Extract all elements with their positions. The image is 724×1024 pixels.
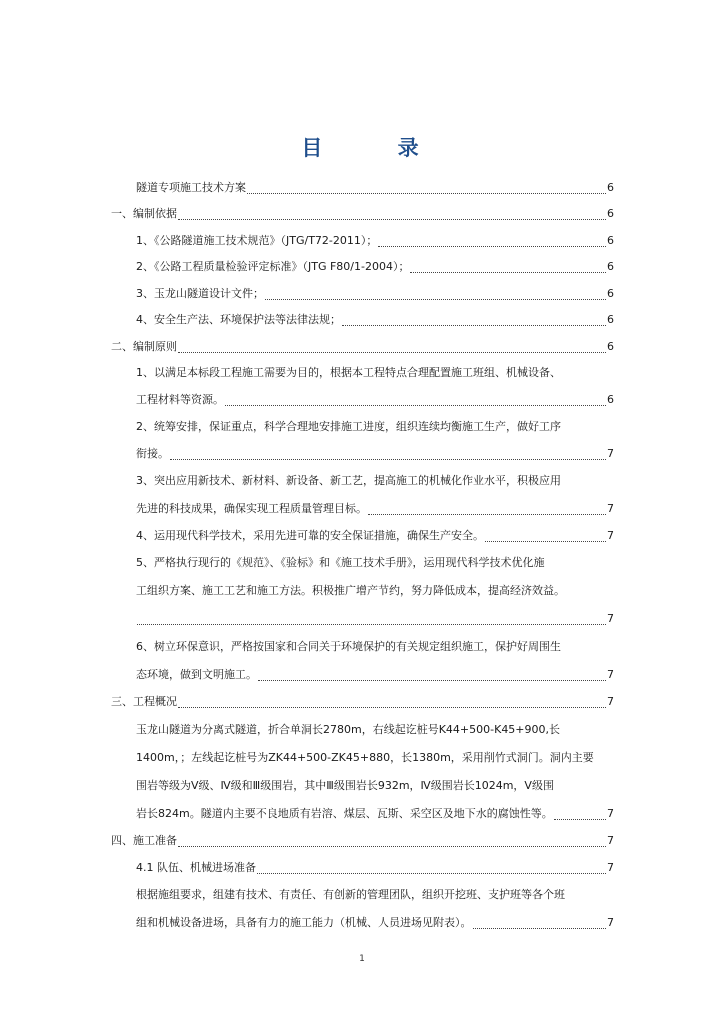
toc-entry[interactable] bbox=[136, 668, 614, 682]
toc-entry-text: 二、编制原则 bbox=[111, 340, 177, 353]
leader-dots bbox=[225, 396, 606, 406]
toc-entry[interactable] bbox=[136, 447, 614, 461]
toc-entry-text: 2、《公路工程质量检验评定标准》（JTG F80/1-2004）； bbox=[136, 260, 410, 273]
toc-entry[interactable] bbox=[111, 695, 614, 709]
toc-entry-text: 1、《公路隧道施工技术规范》（JTG/T72-2011）； bbox=[136, 234, 378, 247]
toc-entry[interactable] bbox=[136, 287, 614, 301]
toc-page-number: 7 bbox=[607, 916, 614, 929]
toc-entry[interactable] bbox=[136, 313, 614, 327]
toc-page-number: 6 bbox=[607, 234, 614, 247]
toc-entry-text: 4.1 队伍、机械进场准备 bbox=[136, 861, 256, 874]
toc-entry[interactable] bbox=[136, 861, 614, 875]
leader-dots bbox=[378, 237, 606, 247]
leader-dots bbox=[178, 343, 606, 353]
toc-page-number: 7 bbox=[607, 807, 614, 820]
toc-entry[interactable] bbox=[136, 393, 614, 407]
toc-entry[interactable] bbox=[136, 916, 614, 930]
leader-dots bbox=[258, 671, 606, 681]
leader-dots bbox=[368, 505, 606, 515]
toc-entry[interactable] bbox=[136, 612, 614, 626]
toc-entry-text[interactable]: 3、突出应用新技术、新材料、新设备、新工艺，提高施工的机械化作业水平，积极应用 bbox=[136, 474, 561, 487]
toc-entry-text[interactable]: 1400m，；左线起讫桩号为ZK44+500-ZK45+880，长1380m，采用削竹式洞门。洞内主要 bbox=[136, 751, 594, 764]
toc-page-number: 6 bbox=[607, 181, 614, 194]
toc-entry[interactable] bbox=[136, 181, 614, 195]
leader-dots bbox=[137, 615, 606, 625]
toc-page-number: 6 bbox=[607, 393, 614, 406]
toc-entry-text[interactable]: 1、以满足本标段工程施工需要为目的，根据本工程特点合理配置施工班组、机械设备、 bbox=[136, 366, 561, 379]
leader-dots bbox=[170, 450, 606, 460]
toc-entry-text: 3、玉龙山隧道设计文件； bbox=[136, 287, 264, 300]
leader-dots bbox=[257, 864, 606, 874]
leader-dots bbox=[473, 919, 607, 929]
leader-dots bbox=[178, 210, 606, 220]
toc-page-number: 7 bbox=[607, 529, 614, 542]
toc-entry-text: 4、安全生产法、环境保护法等法律法规； bbox=[136, 313, 341, 326]
toc-entry-text[interactable]: 5、严格执行现行的《规范》、《验标》和《施工技术手册》，运用现代科学技术优化施 bbox=[136, 556, 545, 569]
toc-page-number: 7 bbox=[607, 502, 614, 515]
toc-entry-text[interactable]: 围岩等级为Ⅴ级、Ⅳ级和Ⅲ级围岩，其中Ⅲ级围岩长932m，Ⅳ级围岩长1024m，Ⅴ级围 bbox=[136, 779, 554, 792]
leader-dots bbox=[485, 532, 606, 542]
leader-dots bbox=[178, 837, 606, 847]
toc-entry[interactable] bbox=[136, 502, 614, 516]
toc-entry-text: 衔接。 bbox=[136, 447, 169, 460]
toc-page-number: 6 bbox=[607, 207, 614, 220]
toc-page-number: 6 bbox=[607, 260, 614, 273]
toc-entry-text: 态环境，做到文明施工。 bbox=[136, 668, 257, 681]
toc-entry-text[interactable]: 2、统筹安排，保证重点，科学合理地安排施工进度，组织连续均衡施工生产，做好工序 bbox=[136, 420, 561, 433]
toc-page-number: 7 bbox=[607, 612, 614, 625]
toc-entry-text[interactable]: 根据施组要求，组建有技术、有责任、有创新的管理团队，组织开挖班、支护班等各个班 bbox=[136, 888, 565, 901]
toc-entry[interactable] bbox=[111, 834, 614, 848]
leader-dots bbox=[342, 316, 606, 326]
toc-entry-text: 隧道专项施工技术方案 bbox=[136, 181, 246, 194]
toc-page-number: 7 bbox=[607, 447, 614, 460]
toc-entry-text: 一、编制依据 bbox=[111, 207, 177, 220]
toc-entry-text: 岩长824m。隧道内主要不良地质有岩溶、煤层、瓦斯、采空区及地下水的腐蚀性等。 bbox=[136, 807, 553, 820]
toc-entry-text: 4、运用现代科学技术，采用先进可靠的安全保证措施，确保生产安全。 bbox=[136, 529, 484, 542]
page-title: 目 录 bbox=[301, 136, 453, 160]
toc-entry-text[interactable]: 玉龙山隧道为分离式隧道，折合单洞长2780m，右线起讫桩号K44+500-K45+900,长 bbox=[136, 723, 561, 736]
toc-page-number: 6 bbox=[607, 340, 614, 353]
toc-page-number: 6 bbox=[607, 287, 614, 300]
toc-page-number: 7 bbox=[607, 834, 614, 847]
toc-entry-text: 组和机械设备进场，具备有力的施工能力（机械、人员进场见附表）。 bbox=[136, 916, 472, 929]
leader-dots bbox=[247, 184, 606, 194]
toc-page-number: 7 bbox=[607, 668, 614, 681]
toc-entry-text: 四、施工准备 bbox=[111, 834, 177, 847]
toc-entry-text[interactable]: 工组织方案、施工工艺和施工方法。积极推广增产节约，努力降低成本，提高经济效益。 bbox=[136, 584, 565, 597]
toc-entry[interactable] bbox=[111, 207, 614, 221]
toc-entry-text: 先进的科技成果，确保实现工程质量管理目标。 bbox=[136, 502, 367, 515]
page-footer-number: 1 bbox=[359, 954, 365, 964]
toc-page-number: 7 bbox=[607, 861, 614, 874]
toc-entry-text: 三、工程概况 bbox=[111, 695, 177, 708]
toc-entry[interactable] bbox=[111, 340, 614, 354]
toc-entry[interactable] bbox=[136, 529, 614, 543]
toc-entry[interactable] bbox=[136, 807, 614, 821]
toc-entry-text[interactable]: 6、树立环保意识，严格按国家和合同关于环境保护的有关规定组织施工，保护好周围生 bbox=[136, 640, 561, 653]
toc-entry[interactable] bbox=[136, 234, 614, 248]
toc-entry-text: 工程材料等资源。 bbox=[136, 393, 224, 406]
leader-dots bbox=[410, 263, 606, 273]
leader-dots bbox=[554, 810, 606, 820]
leader-dots bbox=[265, 290, 606, 300]
leader-dots bbox=[178, 698, 606, 708]
toc-page-number: 7 bbox=[607, 695, 614, 708]
toc-entry[interactable] bbox=[136, 260, 614, 274]
toc-page-number: 6 bbox=[607, 313, 614, 326]
